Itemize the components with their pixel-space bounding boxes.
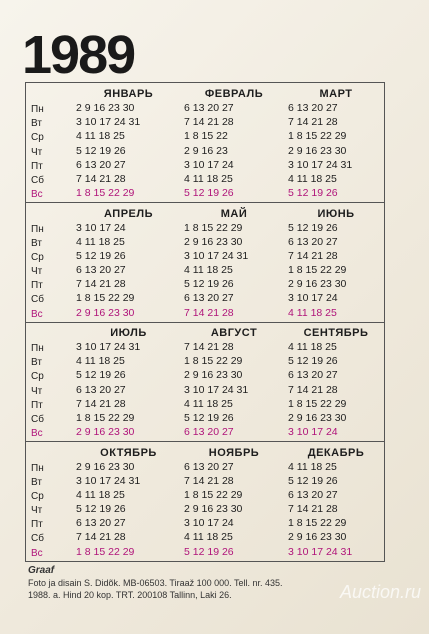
month-block (184, 326, 284, 439)
month-block (184, 446, 284, 559)
weekday-label: Чт (31, 146, 43, 158)
month-dates (76, 340, 181, 439)
weekday-label: Пн (31, 462, 44, 474)
weekday-label: Вт (31, 118, 42, 130)
week-line: 2 9 16 23 30 (76, 102, 135, 114)
weekday-label: Ср (31, 132, 44, 144)
week-line: 3 10 17 24 31 (76, 474, 141, 487)
week-line: 1 8 15 22 29 (76, 411, 135, 424)
month-name: АВГУСТ (210, 327, 258, 339)
month-name: ИЮЛЬ (110, 327, 147, 339)
weekday-label: Чт (31, 505, 43, 517)
quarter-row (26, 203, 384, 323)
imprint-line-1: Foto ja disain S. Didõk. MB-06503. Tiraaž 100 000. Tell. nr. 435. (28, 578, 283, 588)
weekday-label: Сб (31, 294, 44, 306)
weekday-label: Ср (31, 371, 44, 383)
week-line: 5 12 19 26 (76, 369, 126, 382)
week-line: 5 12 19 26 (184, 411, 234, 424)
week-line: 2 9 16 23 30 (184, 369, 243, 382)
week-line: 7 14 21 28 (76, 531, 126, 544)
week-line: 5 12 19 26 (288, 474, 338, 487)
weekday-label: Вт (31, 357, 42, 369)
week-line: 3 10 17 24 (288, 426, 338, 439)
month-block (76, 87, 181, 200)
month-dates (76, 221, 181, 320)
week-line: 3 10 17 24 (288, 292, 338, 305)
week-line: 2 9 16 23 30 (288, 144, 347, 157)
week-line: 6 13 20 27 (184, 292, 234, 305)
weekday-label: Пн (31, 223, 44, 235)
weekday-label: Ср (31, 490, 44, 502)
weekday-label: Вс (31, 428, 43, 440)
weekday-label: Вс (31, 189, 43, 201)
weekday-labels (31, 223, 61, 322)
weekday-labels (31, 342, 61, 441)
month-dates (288, 221, 384, 320)
week-line: 4 11 18 25 (288, 341, 337, 353)
month-block (76, 446, 181, 559)
week-line: 6 13 20 27 (184, 102, 234, 114)
week-line: 6 13 20 27 (184, 426, 234, 439)
week-line: 3 10 17 24 31 (288, 545, 353, 558)
week-line: 2 9 16 23 30 (76, 460, 135, 473)
quarter-row (26, 83, 384, 203)
week-line: 1 8 15 22 29 (288, 130, 347, 143)
month-block (288, 207, 384, 320)
weekday-label: Чт (31, 266, 43, 278)
week-line: 7 14 21 28 (288, 383, 338, 396)
weekday-label: Чт (31, 385, 43, 397)
month-dates (76, 460, 181, 559)
week-line: 4 11 18 25 (184, 397, 233, 410)
month-dates (184, 221, 284, 320)
week-line: 3 10 17 24 31 (76, 116, 141, 129)
week-line: 3 10 17 24 (76, 221, 126, 234)
month-name: МАРТ (319, 88, 353, 100)
week-line: 5 12 19 26 (184, 187, 234, 200)
week-line: 3 10 17 24 31 (288, 158, 353, 171)
week-line: 4 11 18 25 (184, 172, 233, 185)
month-name: МАЙ (220, 207, 248, 220)
week-line: 6 13 20 27 (288, 235, 338, 248)
week-line: 4 11 18 25 (288, 460, 337, 473)
week-line: 1 8 15 22 29 (76, 187, 135, 200)
week-line: 6 13 20 27 (76, 158, 126, 171)
imprint-line-2: 1988. a. Hind 20 kop. TRT. 200108 Tallinn, Laki 26. (28, 590, 232, 600)
week-line: 3 10 17 24 (184, 517, 234, 530)
week-line: 5 12 19 26 (288, 187, 338, 200)
week-line: 7 14 21 28 (288, 116, 338, 129)
month-block (288, 446, 384, 559)
week-line: 5 12 19 26 (76, 503, 126, 516)
weekday-label: Вт (31, 476, 42, 488)
week-line: 1 8 15 22 29 (288, 397, 347, 410)
weekday-label: Ср (31, 251, 44, 263)
week-line: 7 14 21 28 (76, 278, 126, 291)
month-name: НОЯБРЬ (208, 446, 260, 459)
week-line: 6 13 20 27 (76, 264, 126, 277)
weekday-label: Пт (31, 280, 43, 292)
week-line: 5 12 19 26 (184, 545, 234, 558)
week-line: 7 14 21 28 (184, 474, 234, 487)
weekday-label: Сб (31, 174, 44, 186)
weekday-label: Вс (31, 547, 43, 559)
week-line: 5 12 19 26 (184, 278, 234, 291)
week-line: 1 8 15 22 29 (184, 355, 243, 368)
week-line: 7 14 21 28 (76, 172, 126, 185)
month-dates (76, 101, 181, 200)
week-line: 3 10 17 24 31 (184, 249, 249, 262)
week-line: 7 14 21 28 (288, 249, 338, 262)
week-line: 1 8 15 22 29 (76, 545, 135, 558)
week-line: 2 9 16 23 30 (288, 278, 347, 291)
month-dates (288, 340, 384, 439)
watermark: Auction.ru (339, 582, 421, 602)
week-line: 2 9 16 23 30 (288, 531, 347, 544)
quarter-row (26, 322, 384, 442)
year-title: 1989 (22, 25, 135, 85)
weekday-label: Вт (31, 237, 42, 249)
week-line: 1 8 15 22 (184, 130, 228, 143)
weekday-label: Пн (31, 343, 44, 354)
month-dates (288, 460, 384, 559)
weekday-label: Пн (31, 104, 44, 115)
week-line: 7 14 21 28 (184, 306, 234, 319)
week-line: 6 13 20 27 (288, 369, 338, 382)
week-line: 4 11 18 25 (184, 531, 233, 544)
week-line: 4 11 18 25 (76, 130, 125, 143)
month-dates (184, 460, 284, 559)
week-line: 2 9 16 23 30 (184, 235, 243, 248)
week-line: 4 11 18 25 (288, 306, 337, 319)
weekday-label: Пт (31, 519, 43, 531)
weekday-label: Пт (31, 160, 43, 172)
month-name: ИЮНЬ (317, 207, 355, 220)
weekday-label: Пт (31, 399, 43, 411)
week-line: 4 11 18 25 (76, 235, 125, 248)
week-line: 3 10 17 24 (184, 158, 234, 171)
weekday-label: Сб (31, 413, 44, 425)
week-line: 2 9 16 23 30 (184, 503, 243, 516)
month-block (288, 326, 384, 439)
calendar-grid (25, 82, 385, 562)
week-line: 1 8 15 22 29 (76, 292, 135, 305)
week-line: 2 9 16 23 30 (76, 306, 135, 319)
week-line: 6 13 20 27 (288, 102, 338, 114)
weekday-labels (31, 462, 61, 561)
month-block (288, 87, 384, 200)
month-name: ЯНВАРЬ (103, 88, 154, 100)
week-line: 4 11 18 25 (288, 172, 337, 185)
week-line: 1 8 15 22 29 (184, 221, 243, 234)
week-line: 3 10 17 24 31 (184, 383, 249, 396)
publisher-logo: Graaf (28, 565, 55, 576)
week-line: 4 11 18 25 (184, 264, 233, 277)
week-line: 6 13 20 27 (288, 488, 338, 501)
weekday-label: Вс (31, 308, 43, 320)
month-dates (288, 101, 384, 200)
month-name: ДЕКАБРЬ (307, 446, 365, 459)
week-line: 5 12 19 26 (288, 355, 338, 368)
month-name: ФЕВРАЛЬ (204, 88, 264, 100)
month-name: ОКТЯБРЬ (100, 446, 157, 459)
week-line: 2 9 16 23 30 (76, 426, 135, 439)
month-name: СЕНТЯБРЬ (303, 327, 369, 339)
week-line: 4 11 18 25 (76, 488, 125, 501)
month-block (184, 87, 284, 200)
week-line: 6 13 20 27 (76, 383, 126, 396)
week-line: 2 9 16 23 30 (288, 411, 347, 424)
month-block (76, 326, 181, 439)
week-line: 5 12 19 26 (76, 144, 126, 157)
week-line: 7 14 21 28 (184, 116, 234, 129)
week-line: 6 13 20 27 (184, 460, 234, 473)
week-line: 3 10 17 24 31 (76, 341, 141, 353)
week-line: 6 13 20 27 (76, 517, 126, 530)
weekday-labels (31, 103, 61, 202)
week-line: 5 12 19 26 (288, 221, 338, 234)
week-line: 7 14 21 28 (76, 397, 126, 410)
month-block (76, 207, 181, 320)
week-line: 7 14 21 28 (288, 503, 338, 516)
week-line: 2 9 16 23 (184, 144, 228, 157)
weekday-label: Сб (31, 533, 44, 545)
quarter-row (26, 442, 384, 561)
week-line: 1 8 15 22 29 (288, 517, 347, 530)
week-line: 5 12 19 26 (76, 249, 126, 262)
week-line: 4 11 18 25 (76, 355, 125, 368)
month-block (184, 207, 284, 320)
week-line: 1 8 15 22 29 (184, 488, 243, 501)
week-line: 1 8 15 22 29 (288, 264, 347, 277)
month-dates (184, 101, 284, 200)
week-line: 7 14 21 28 (184, 341, 234, 353)
month-name: АПРЕЛЬ (103, 207, 153, 220)
month-dates (184, 340, 284, 439)
